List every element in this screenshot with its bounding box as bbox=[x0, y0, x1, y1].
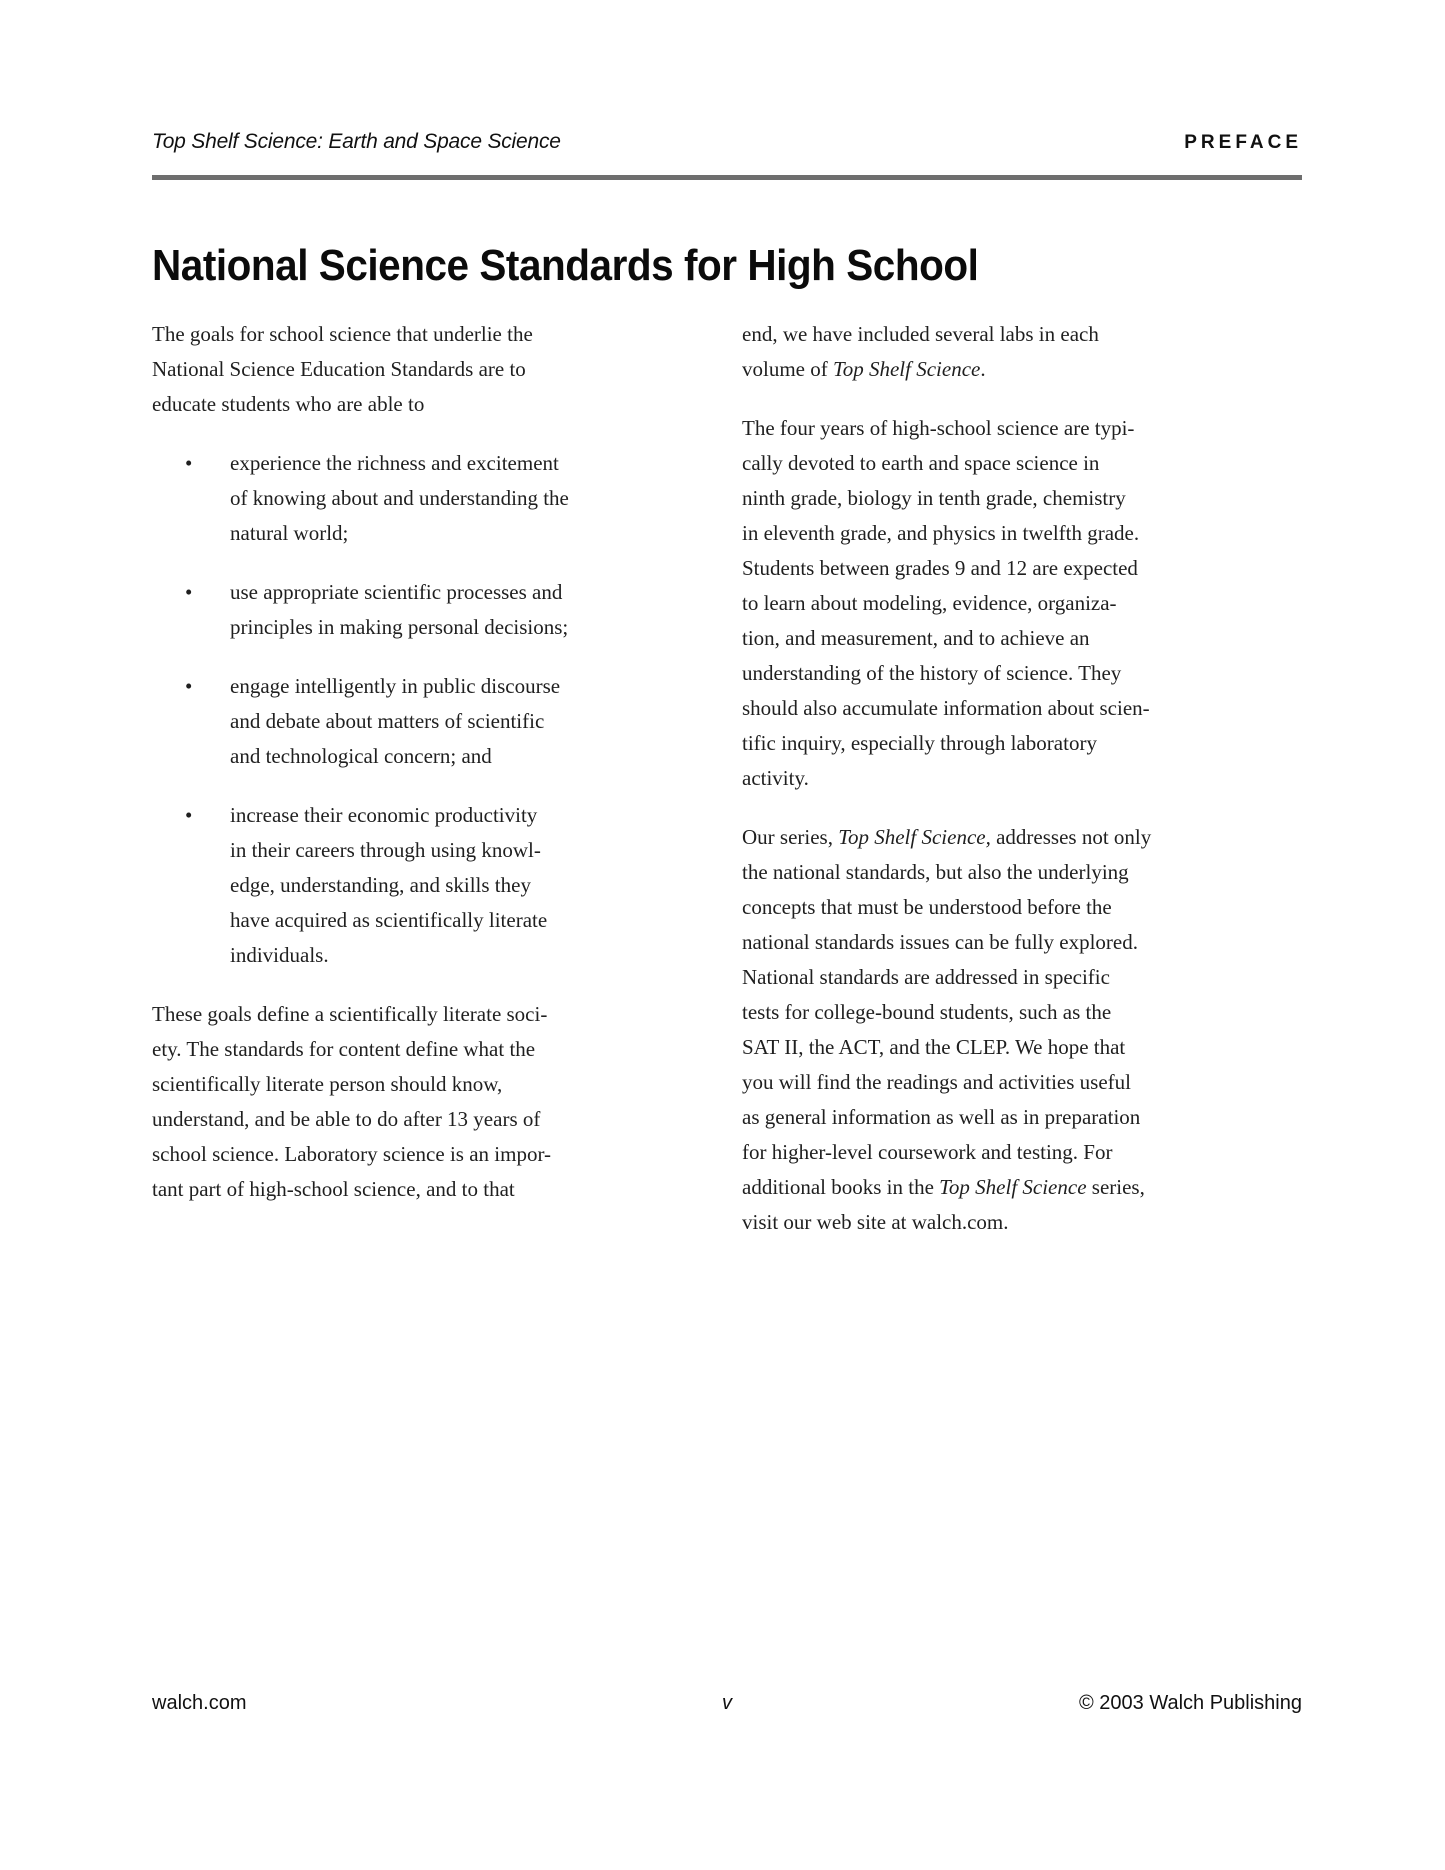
body-paragraph: end, we have included several labs in each volume of Top Shelf Science. bbox=[742, 322, 1099, 381]
bullet-text: engage intelligently in public discourse and debate about matters of scientific and technological concern; and bbox=[230, 674, 561, 768]
page-title: National Science Standards for High School bbox=[152, 241, 979, 291]
header-rule bbox=[152, 175, 1302, 180]
body-paragraph: Our series, Top Shelf Science, addresses not only the national standards, but also the underlying concepts that must be understood before the national standards issues can be fully explored. National standards are addressed in specific tests for college-bound students, such as the SAT II, the ACT, and the CLEP. We hope that you will find the readings and activities useful as general information as well as in preparation for higher-level coursework and testing. For additional books in the Top Shelf Science series, visit our web site at walch.com. bbox=[742, 825, 1152, 1234]
column-right bbox=[742, 317, 1287, 1240]
bullet-marker: • bbox=[185, 580, 193, 604]
bullet-marker: • bbox=[185, 451, 193, 475]
bullet-marker: • bbox=[185, 674, 193, 698]
bullet-item bbox=[152, 575, 697, 645]
bullet-text: use appropriate scientific processes and principles in making personal decisions; bbox=[230, 580, 569, 639]
bullet-item bbox=[152, 669, 697, 774]
column-left bbox=[152, 317, 697, 1240]
page-header bbox=[152, 130, 1302, 154]
book-title: Top Shelf Science: Earth and Space Science bbox=[152, 130, 561, 153]
body-columns bbox=[152, 317, 1302, 1240]
footer-copyright-text: © 2003 Walch Publishing bbox=[1078, 1692, 1302, 1714]
intro-paragraph: The goals for school science that underlie the National Science Education Standards are to educate students who are able to bbox=[152, 322, 533, 416]
bullet-text: experience the richness and excitement of knowing about and understanding the natural world; bbox=[230, 451, 569, 545]
goals-bullet-list bbox=[152, 446, 697, 973]
footer-page-number: v bbox=[722, 1692, 732, 1714]
closing-paragraph: These goals define a scientifically literate soci- ety. The standards for content define what the scientifically literate person should know, understand, and be able to do after 13 years of school science. Laboratory science is an impor- tant part of high-school science, and to that bbox=[152, 1002, 552, 1201]
bullet-item bbox=[152, 446, 697, 551]
bullet-marker: • bbox=[185, 803, 193, 827]
body-paragraph: The four years of high-school science are typi- cally devoted to earth and space science in ninth grade, biology in tenth grade, chemistry in eleventh grade, and physics in twelfth grade. Students between grades 9 and 12 are expected to learn about modeling, evidence, organiza- tion, and measurement, and to achieve an understanding of the history of science. They should also accumulate information about scien- tific inquiry, especially through laboratory activity. bbox=[742, 416, 1150, 790]
page-content bbox=[152, 0, 1302, 1870]
bullet-text: increase their economic productivity in their careers through using knowl- edge, understanding, and skills they have acquired as scientifically literate individuals. bbox=[230, 803, 548, 967]
preface-label: PREFACE bbox=[1184, 132, 1302, 153]
bullet-item bbox=[152, 798, 697, 973]
footer-site-text: walch.com bbox=[152, 1692, 247, 1714]
